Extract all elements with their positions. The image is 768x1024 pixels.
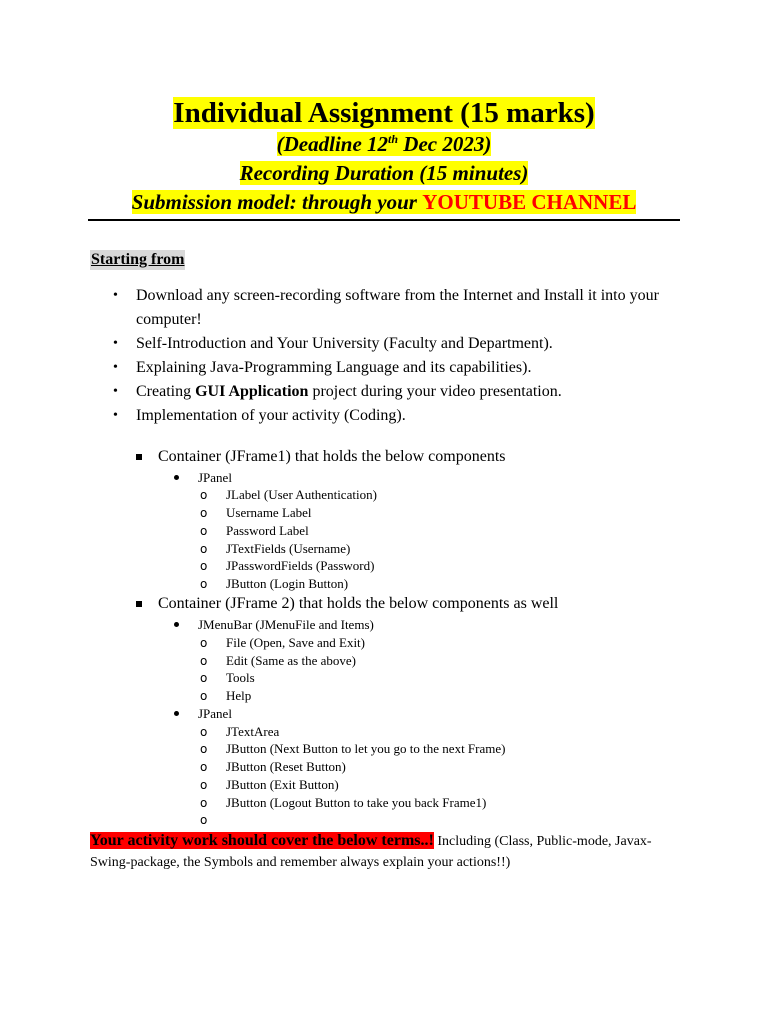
list-item: o JTextFields (Username): [200, 541, 351, 556]
assignment-title: Individual Assignment (15 marks): [173, 97, 595, 129]
group-jmenubar: JMenuBar (JMenuFile and Items): [198, 616, 374, 633]
circle-bullet-icon: o: [200, 796, 208, 810]
list-item: o JButton (Login Button): [200, 576, 349, 591]
list-item: o Help: [200, 688, 252, 703]
bullet-icon: •: [113, 288, 118, 303]
circle-bullet-icon: o: [200, 636, 208, 650]
dot-bullet-icon: [174, 711, 179, 716]
list-item: o File (Open, Save and Exit): [200, 635, 365, 650]
group-jpanel: JPanel: [198, 469, 232, 486]
list-item: • Implementation of your activity (Coding).: [0, 404, 696, 428]
circle-bullet-icon: o: [200, 760, 208, 774]
circle-bullet-icon: o: [200, 671, 208, 685]
list-item: • Self-Introduction and Your University (Faculty and Department).: [0, 332, 696, 356]
circle-bullet-icon: o: [200, 778, 208, 792]
group-jpanel: JPanel: [198, 705, 232, 722]
circle-bullet-icon: o: [200, 559, 208, 573]
bullet-icon: •: [113, 360, 118, 375]
list-item: o Password Label: [200, 523, 309, 538]
dot-bullet-icon: [174, 622, 179, 627]
circle-bullet-icon: o: [200, 689, 208, 703]
container-jframe2: Container (JFrame 2) that holds the below components as well: [158, 594, 558, 614]
list-item: o JButton (Exit Button): [200, 777, 339, 792]
container-jframe1: Container (JFrame1) that holds the below components: [158, 447, 505, 467]
list-item: o JLabel (User Authentication): [200, 487, 377, 502]
circle-bullet-icon: o: [200, 813, 208, 827]
circle-bullet-icon: o: [200, 488, 208, 502]
list-item: o Tools: [200, 670, 255, 685]
bullet-icon: •: [113, 336, 118, 351]
section-heading: Starting from: [91, 251, 185, 268]
activity-coverage-highlight: Your activity work should cover the below terms..!: [90, 832, 434, 849]
circle-bullet-icon: o: [200, 742, 208, 756]
square-bullet-icon: [136, 454, 142, 460]
submission-model: Submission model: through your YOUTUBE CHANNEL: [131, 190, 637, 214]
title-divider: [88, 219, 680, 221]
circle-bullet-icon: o: [200, 725, 208, 739]
circle-bullet-icon: o: [200, 524, 208, 538]
youtube-channel-text: YOUTUBE CHANNEL: [422, 190, 637, 214]
dot-bullet-icon: [174, 475, 179, 480]
recording-duration: Recording Duration (15 minutes): [239, 161, 529, 185]
circle-bullet-icon: o: [200, 577, 208, 591]
closing-paragraph: Your activity work should cover the below terms..! Including (Class, Public-mode, Javax-Swing-package, the Symbols and remember always explain your actions!!): [90, 832, 652, 870]
list-item: o Edit (Same as the above): [200, 653, 356, 668]
list-item: • Explaining Java-Programming Language and its capabilities).: [0, 356, 696, 380]
bullet-icon: •: [113, 408, 118, 423]
list-item: o JButton (Next Button to let you go to the next Frame): [200, 741, 506, 756]
list-item: • Creating GUI Application project during your video presentation.: [0, 380, 696, 404]
list-item: o JTextArea: [200, 724, 280, 739]
gui-application-text: GUI Application: [195, 383, 309, 400]
title-block: [88, 96, 680, 217]
circle-bullet-icon: o: [200, 506, 208, 520]
square-bullet-icon: [136, 601, 142, 607]
list-item: o JButton (Reset Button): [200, 759, 346, 774]
circle-bullet-icon: o: [200, 654, 208, 668]
circle-bullet-icon: o: [200, 542, 208, 556]
list-item: • Download any screen-recording software from the Internet and Install it into your computer!: [0, 284, 696, 332]
list-item: o Username Label: [200, 505, 312, 520]
steps-list: [0, 284, 768, 428]
list-item: o JButton (Logout Button to take you back Frame1): [200, 795, 487, 810]
bullet-icon: •: [113, 384, 118, 399]
deadline-line: (Deadline 12th Dec 2023): [276, 132, 492, 156]
list-item: o JPasswordFields (Password): [200, 558, 375, 573]
